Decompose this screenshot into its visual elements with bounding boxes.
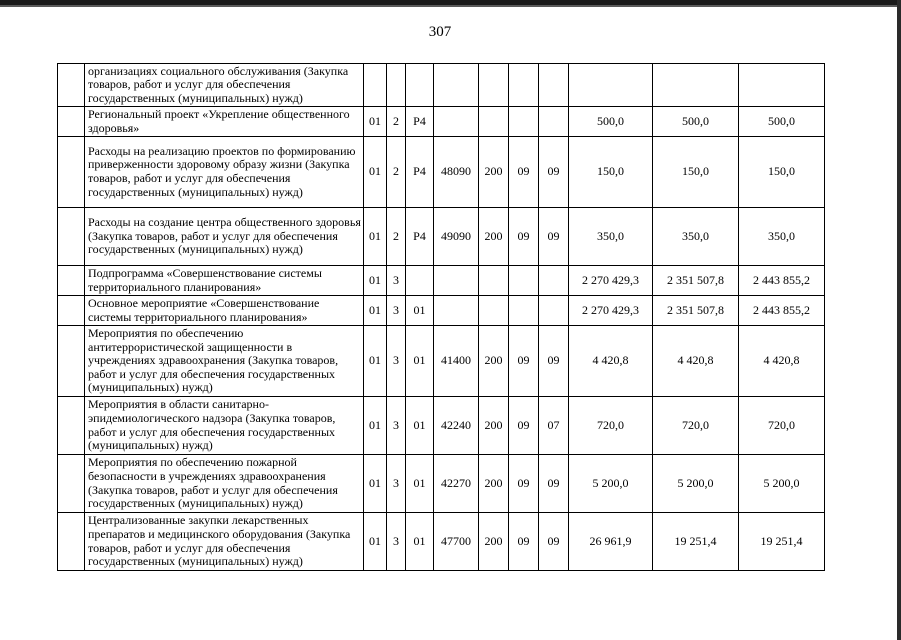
code-direction: 47700 (434, 513, 479, 571)
table-row (58, 513, 825, 571)
code-section: 09 (509, 397, 539, 455)
code-subsection: 09 (539, 326, 569, 397)
code-subprogram: 2 (387, 107, 406, 137)
row-name: Подпрограмма «Совершенствование системы территориального планирования» (85, 266, 364, 296)
code-subprogram: 3 (387, 266, 406, 296)
code-subsection: 09 (539, 208, 569, 266)
code-subsection (539, 107, 569, 137)
code-expense-type: 200 (479, 397, 509, 455)
code-expense-type (479, 107, 509, 137)
code-subsection (539, 266, 569, 296)
code-section: 09 (509, 137, 539, 208)
code-direction: 48090 (434, 137, 479, 208)
code-program: 01 (364, 455, 387, 513)
amount-year-3: 19 251,4 (739, 513, 825, 571)
blank-cell (58, 107, 85, 137)
code-subprogram: 3 (387, 296, 406, 326)
page-number: 307 (428, 24, 452, 40)
code-event (406, 266, 434, 296)
amount-year-3: 5 200,0 (739, 455, 825, 513)
amount-year-2: 19 251,4 (653, 513, 739, 571)
blank-cell (58, 64, 85, 107)
code-section (509, 266, 539, 296)
code-subsection (539, 64, 569, 107)
code-program: 01 (364, 266, 387, 296)
amount-year-1: 2 270 429,3 (569, 266, 653, 296)
amount-year-2: 5 200,0 (653, 455, 739, 513)
code-expense-type (479, 64, 509, 107)
amount-year-3 (739, 64, 825, 107)
code-section (509, 107, 539, 137)
code-direction (434, 64, 479, 107)
blank-cell (58, 326, 85, 397)
code-direction: 42240 (434, 397, 479, 455)
code-program: 01 (364, 513, 387, 571)
row-name: Региональный проект «Укрепление общественного здоровья» (85, 107, 364, 137)
amount-year-1: 26 961,9 (569, 513, 653, 571)
code-event: 01 (406, 326, 434, 397)
amount-year-2: 350,0 (653, 208, 739, 266)
row-name: Мероприятия в области санитарно-эпидемиологического надзора (Закупка товаров, работ и услуг для обеспечения государственных (муниципальных) нужд) (85, 397, 364, 455)
code-subsection (539, 296, 569, 326)
code-subprogram: 3 (387, 397, 406, 455)
table-row (58, 64, 825, 107)
code-expense-type: 200 (479, 455, 509, 513)
blank-cell (58, 208, 85, 266)
amount-year-1: 5 200,0 (569, 455, 653, 513)
code-subprogram: 3 (387, 455, 406, 513)
scan-top-border-shadow (0, 5, 901, 7)
code-subsection: 09 (539, 455, 569, 513)
code-section: 09 (509, 208, 539, 266)
blank-cell (58, 137, 85, 208)
code-event: 01 (406, 397, 434, 455)
table-row (58, 397, 825, 455)
code-program: 01 (364, 326, 387, 397)
amount-year-1: 350,0 (569, 208, 653, 266)
row-name: Мероприятия по обеспечению пожарной безопасности в учреждениях здравоохранения (Закупка товаров, работ и услуг для обеспечения государственных (муниципальных) нужд) (85, 455, 364, 513)
table-row (58, 208, 825, 266)
code-direction (434, 296, 479, 326)
code-program (364, 64, 387, 107)
code-section: 09 (509, 455, 539, 513)
code-program: 01 (364, 397, 387, 455)
code-direction (434, 266, 479, 296)
row-name: организациях социального обслуживания (Закупка товаров, работ и услуг для обеспечения государственных (муниципальных) нужд) (85, 64, 364, 107)
code-event: P4 (406, 137, 434, 208)
amount-year-1: 2 270 429,3 (569, 296, 653, 326)
amount-year-3: 2 443 855,2 (739, 296, 825, 326)
amount-year-1: 4 420,8 (569, 326, 653, 397)
table-row (58, 107, 825, 137)
blank-cell (58, 266, 85, 296)
table-row (58, 455, 825, 513)
code-event: P4 (406, 107, 434, 137)
code-direction: 41400 (434, 326, 479, 397)
amount-year-2: 4 420,8 (653, 326, 739, 397)
amount-year-1 (569, 64, 653, 107)
amount-year-3: 720,0 (739, 397, 825, 455)
code-subprogram: 2 (387, 208, 406, 266)
amount-year-2: 720,0 (653, 397, 739, 455)
blank-cell (58, 513, 85, 571)
code-direction: 42270 (434, 455, 479, 513)
code-event: 01 (406, 296, 434, 326)
code-subprogram (387, 64, 406, 107)
code-expense-type (479, 296, 509, 326)
amount-year-3: 350,0 (739, 208, 825, 266)
code-program: 01 (364, 296, 387, 326)
amount-year-3: 4 420,8 (739, 326, 825, 397)
code-direction (434, 107, 479, 137)
code-expense-type: 200 (479, 326, 509, 397)
amount-year-1: 150,0 (569, 137, 653, 208)
code-event (406, 64, 434, 107)
code-program: 01 (364, 137, 387, 208)
code-expense-type: 200 (479, 137, 509, 208)
amount-year-2: 150,0 (653, 137, 739, 208)
code-subsection: 09 (539, 513, 569, 571)
code-expense-type: 200 (479, 208, 509, 266)
table-row (58, 137, 825, 208)
row-name: Расходы на создание центра общественного здоровья (Закупка товаров, работ и услуг для обеспечения государственных (муниципальных) нужд) (85, 208, 364, 266)
code-expense-type: 200 (479, 513, 509, 571)
scan-right-border (897, 0, 901, 640)
table-row (58, 326, 825, 397)
row-name: Основное мероприятие «Совершенствование системы территориального планирования» (85, 296, 364, 326)
code-direction: 49090 (434, 208, 479, 266)
code-subsection: 07 (539, 397, 569, 455)
code-event: P4 (406, 208, 434, 266)
row-name: Мероприятия по обеспечению антитеррористической защищенности в учреждениях здравоохранения (Закупка товаров, работ и услуг для обеспечения государственных (муниципальных) нужд) (85, 326, 364, 397)
amount-year-3: 500,0 (739, 107, 825, 137)
table-row (58, 296, 825, 326)
amount-year-1: 500,0 (569, 107, 653, 137)
code-subprogram: 3 (387, 326, 406, 397)
code-subsection: 09 (539, 137, 569, 208)
code-subprogram: 2 (387, 137, 406, 208)
blank-cell (58, 397, 85, 455)
blank-cell (58, 455, 85, 513)
blank-cell (58, 296, 85, 326)
amount-year-2: 500,0 (653, 107, 739, 137)
code-event: 01 (406, 513, 434, 571)
amount-year-3: 150,0 (739, 137, 825, 208)
code-section (509, 296, 539, 326)
code-section: 09 (509, 513, 539, 571)
table-row (58, 266, 825, 296)
amount-year-2: 2 351 507,8 (653, 266, 739, 296)
row-name: Расходы на реализацию проектов по формированию приверженности здоровому образу жизни (Закупка товаров, работ и услуг для обеспечения государственных (муниципальных) нужд) (85, 137, 364, 208)
code-section (509, 64, 539, 107)
budget-table (57, 63, 825, 571)
amount-year-1: 720,0 (569, 397, 653, 455)
code-section: 09 (509, 326, 539, 397)
code-expense-type (479, 266, 509, 296)
code-program: 01 (364, 208, 387, 266)
code-event: 01 (406, 455, 434, 513)
amount-year-3: 2 443 855,2 (739, 266, 825, 296)
code-program: 01 (364, 107, 387, 137)
row-name: Централизованные закупки лекарственных препаратов и медицинского оборудования (Закупка товаров, работ и услуг для обеспечения государственных (муниципальных) нужд) (85, 513, 364, 571)
code-subprogram: 3 (387, 513, 406, 571)
amount-year-2: 2 351 507,8 (653, 296, 739, 326)
amount-year-2 (653, 64, 739, 107)
